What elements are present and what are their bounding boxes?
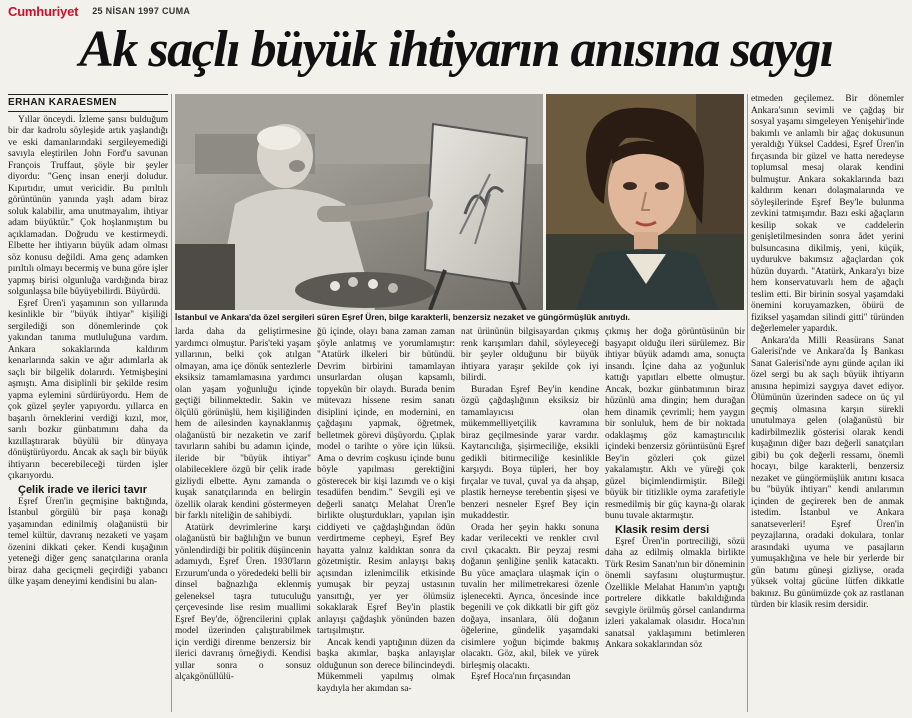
paragraph: çıkmış her doğa görüntüsünün bir başyapıt olduğu ileri sürülemez. Bir ihtiyar büyük adamdı ama, sonuçta insandı. İçine daha az yoğunluk kattığı yapıtları elbette olmuştur. Ancak, bozkır günbatımının biraz hüzünlü ama dingin; hem durağan hem dinamik çevrimli; hem yaygın bir sonluluk, hem de bir noktada odaklaşmış göz kamaştırıcılık içindeki benzersiz görüntüsünü Eşref Bey'in gözleri çok güzel yakalamıştır. Aklı ve yüreği çok güzel biçimlendirmiştir. Bileği büyük bir titizlikle oyma zarafetiyle resmedilmiş bir güç kayna-ğı olarak bunu tuvale aktarmıştır. — [605, 327, 745, 521]
portrait-painting-image — [546, 94, 744, 310]
issue-date: 25 NİSAN 1997 CUMA — [92, 6, 191, 16]
article-column-1 — [8, 94, 168, 714]
paragraph: Ancak kendi yaptığının düzen da başka akımlar, başka anlayışlar olduğunun son derece bilincindeydi. Mükemmeli yapılmış olmak kaydıyla her akımdan sa- — [317, 637, 455, 694]
paragraph: ğü içinde, olayı bana zaman zaman şöyle anlatmış ve yorumlamıştır: "Atatürk ilkeleri bir bütündü. Devrim birbirini tamamlayan unsurlardan oluşan kapsamlı, topyekûn bir olaydı. Burada benim mütevazı hissene resim sanatı disiplini içinde, en modernini, en çağdaşını yapmak, öğretmek, belletmek görevi düşüyordu. Çıplak model o tarihte o yöre için lüksü. Ama o devrim coşkusu içinde bunu böyle yapılması gerektiğini gösterecek bir kişi lazımdı ve o kişi tesadüfen bendim." Sevgili eşi ve değerli sanatçı Melahat Üren'le birlikte oluşturdukları, yapılan işin ciddiyeti ve çağdaşlığından ödün verdirtmeme cepheyi, Eşref Bey hayatta yalnız kaldıktan sonra da gözetmiştir. Resim anlayışı bakış açısından izlenimcilik etkisinde yumuşak bir peyzaj ustasının yansıttığı, yer yer ölümsüz sokaklarak Eşref Bey'in plastik anlayışı çağdaşlık yönünden bazen tartışılmıştır. — [317, 327, 455, 636]
paragraph: Atatürk devrimlerine karşı olağanüstü bir bağlılığın ve bunun yönlendirdiği bir politik düşüncenin adamıydı, Eşref Üren. 1930'ların Erzurum'unda o yörededeki belli bir dinsel bağnazlığa eklenmiş geleneksel taşra tutuculuğu çerçevesinde lise resim muallimi Eşref Bey'de, öğrencilerini çıplak model üzerinden çalıştırabilmek için verdiği direnme benzersiz bir ilerici davranış örneğiydi. Kendisi yıllar sonra o sonsuz alçakgönüllülü- — [175, 522, 311, 682]
newspaper-brand: Cumhuriyet — [8, 3, 79, 19]
article-column-6 — [751, 94, 904, 712]
photo-painter-at-easel — [175, 94, 543, 310]
article-column-2 — [175, 327, 311, 712]
paragraph: Eşref Üren'in portreciliği, sözü daha az edilmiş olmakla birlikte Türk Resim Sanatı'nın bir döneminin önemli sayfasını oluşturmuştur. Özellikle Melahat Hanım'ın yaptığı portrelere dikkatle bakıldığında sevgiyle örülmüş görsel canlandırma izleri yakalamak olasıdır. Hoca'nın sanatsal yaklaşımını betimleren Ankara sokaklarından söz — [605, 536, 745, 650]
article-column-4 — [461, 327, 599, 712]
article-column-5 — [605, 327, 745, 712]
column-rule — [171, 94, 172, 712]
paragraph: Eşref Üren'in geçmişine baktığında, İstanbul görgülü bir paşa konağı yaşamından edinilmiş olağanüstü bir temel kültür, davranış nezaketi ve yaşam özenini dikkati çeker. Kendi kuşağının yeteneği diğer genç sanatçılarına oranla biraz daha geciçmeli geçirdiği yabancı ülke yaşam deneyimi kendisini bu alan- — [8, 496, 168, 587]
paragraph: Yıllar önceydi. İzleme şansı bulduğum bir dar kadrolu söyleşide artık yaşlandığı ve eski damanlarındaki sergileyemediği savıyla eleştirilen John Ford'u savunan François Truffaut, şöyle bir şeyler diyordu: "Genç insan enerji doludur. Kıpırtıdır, umut vericidir. Bu pırıltılı görüntünün yanında yaşlı adam biraz soluk kalabilir, ama unutmayalım, ihtiyar adam büyüktür." Çok hoşlanmıştım bu açıklamadan. Doğrudu ve kestirmeydi. Elbette her ihtiyarın büyük adam olması söz konusu değildi. Ama genç adamken pırıltılı olmayı becermiş ve buna göre işler yapmış birisi olgunluğa vardığında biraz solgunlaşsa bile büyüyebilirdi. Büyürdü. — [8, 114, 168, 297]
paragraph: Ankara'da Milli Reasürans Sanat Galerisi'nde ve Ankara'da İş Bankası Sanat Galerisi'nde aynı günde açılan iki özel sergi bu ak saçlı büyük ihtiyarın anısına hepimizi saygıya davet ediyor. Ölümünün üzerinden sadece on üç yıl geçmiş olmasına karşın sürekli unutulmaya gelen (olağanüstü bir kadirbilmezlik gösterisi olarak kendi kuşağının diğer bazı değerli sanatçıları gibi) bu çok değerli ressamı, önemli hocayı, bilge karakterli, benzersiz nezaket ve güngörmüşlük anıtını kısaca bu "büyük ihtiyarı" kendi anılarımın içinden de geçirerek ben de anmak istedim. İstanbul ve Ankara sanatseverleri! Eşref Üren'in peyzajlarına, oradaki dokulara, tonlar arasındaki uyuma ve pasajların yumuşaklığına ve hele bir yerlerde bir gün batımı güneşi gizliyse, orada yüksek voltaj gücüne lütfen dikkatle bakınız. Bu günümüzde çok az rastlanan türden bir klasik resim dersidir. — [751, 335, 904, 610]
section-subhead: Klasik resim dersi — [615, 523, 710, 536]
paragraph: etmeden geçilemez. Bir dönemler Ankara'sının sevimli ve çağdaş bir sosyal yaşamı simgeleyen Yenişehir'inde bakımlı ve anlamlı bir ağaç dokusunun yeraldığı Yüksel Caddesi, Eşref Üren'in fırçasında bir güzel ve hatta neredeyse toplumsal mesaj olarak kendini bulmuştur. Ankara sokaklarında bazı kaldırım kenarı dolaşmalarında ve söyleşilerinde Eşref Bey'le bulunma zevkini tatmışımdır. Bazı eski ağaçların kesilip sokak ve caddelerin genişletilmesinden sonra ådet yerini bulsuncasına dikilmiş, yeni, küçük, uydurukve bakımsız ağaçlardan çok hüzün duyardı. "Atatürk, Ankara'yı bize hem konservatuvarlı hem de ağaçlı teslim etti. Bir birinin sosyal yaşamdaki önemini koruyamazken, öbürü de fiziksel yaşamdan silindi gitti" türünden değerlemeler yapardık. — [751, 94, 904, 334]
paragraph: Eşref Üren'i yaşamının son yıllarında kesinlikle bir "büyük ihtiyar" kişiliği sergilediği son dönemlerinde çok yakından tanıma mutluluğuna vardım. Ankara sokaklarında kaldırım kenarlarında sakin ve ağır adımlarla ak saçlı bir bilgelik dolarırdı. Yetmişbeşini aşmıştı. Ama disiplinli bir şekilde resim yapma eylemini sürdürüyordu. Hem de çok güzel şeyler yapıyordu. yıllarca en başarılı örneklerini verdiği kızıl, mor, sarılı bozkır günbatımını daha da kızıllaştırarak büyülü bir dünyaya dönüştürüyordu. Ancak ak saçlı bir büyük ihtiyarın becerebileceği türden işler çıkarıyordu. — [8, 298, 168, 481]
column-rule — [747, 94, 748, 712]
paragraph: Eşref Hoca'nın fırçasından — [471, 672, 571, 682]
article-column-3 — [317, 327, 455, 712]
photo-caption: İstanbul ve Ankara'da özel sergileri süren Eşref Üren, bilge karakterli, benzersiz nezaket ve güngörmüşlük anıtıydı. — [175, 312, 631, 322]
paragraph: Buradan Eşref Bey'in kendine özgü çağdaşlığının eksiksiz bir tamamlayıcısı olan mükemmelliyetçilik kavramına biraz geçilmesinde yarar vardır. Kaytarıcılığa, şişirmeciliğe, eksikli gedikli bitirmeciliğe kesinlikle karşıydı. Boya tüpleri, her boy fırçalar ve tuval, çuval ya da ahşap, plastik herneyse terebentin şişesi ve benzeri nesneler Eşref Bey için mukaddestir. — [461, 384, 599, 521]
photo-portrait-painting — [546, 94, 744, 310]
paragraph: Orada her şeyin hakkı sonuna kadar verilecekti ve renkler cıvıl cıvıl çıkacaktı. Bir peyzaj resmi doğanın şenliğine şenlik katacaktı. Bu yüce amaçlara ulaşmak için o tuvalin her milimetrekaresi özenle işlenecekti. Ayrıca, öncesinde ince begenili ve çok dikkatli bir gift göz doğaya, insanlara, ölü doğanın öğelerine, gündelik yaşamdaki cisimlere yoğun biçimde bakmış olacaktı. Göz, akıl, bilek ve yürek birleşmiş olacaktı. — [461, 522, 599, 671]
paragraph: larda daha da geliştirmesine yardımcı olmuştur. Paris'teki yaşam yıllarının, belki çok atılgan olmayan, ama içe dönük sentezlerle eksiksiz tamamlamasına yardımcı olan yaşam yoğunluğu içinde geçtiği bilinmektedir. Sakin ve ölçülü görünüşlü, hem kişiliğinden hem de ailesinden kaynaklanmış olağanüstü bir nezaketin ve zarif tavırların sahibi bu adamın içinde, ileride bir "büyük ihtiyar" olabileceklere özgü bir çelik irade gizliydi elbette. Aynı zamanda o kuşak sanatçılarında en belirgin özellik olarak kendini göstermeyen bir farklı niteliğin de sahibiydi. — [175, 327, 311, 521]
article-headline: Ak saçlı büyük ihtiyarın anısına saygı — [79, 21, 833, 78]
paragraph: nat ürününün bilgisayardan çıkmış renk karışımları dahil, söyleyeceği bir şeyler olduğunu bir büyük ihtiyara yaraşır şekilde çok iyi bilirdi. — [461, 327, 599, 383]
byline: ERHAN KARAESMEN — [8, 94, 168, 112]
photo-painter-image — [175, 94, 543, 310]
section-subhead: Çelik irade ve ilerici tavır — [18, 483, 148, 496]
